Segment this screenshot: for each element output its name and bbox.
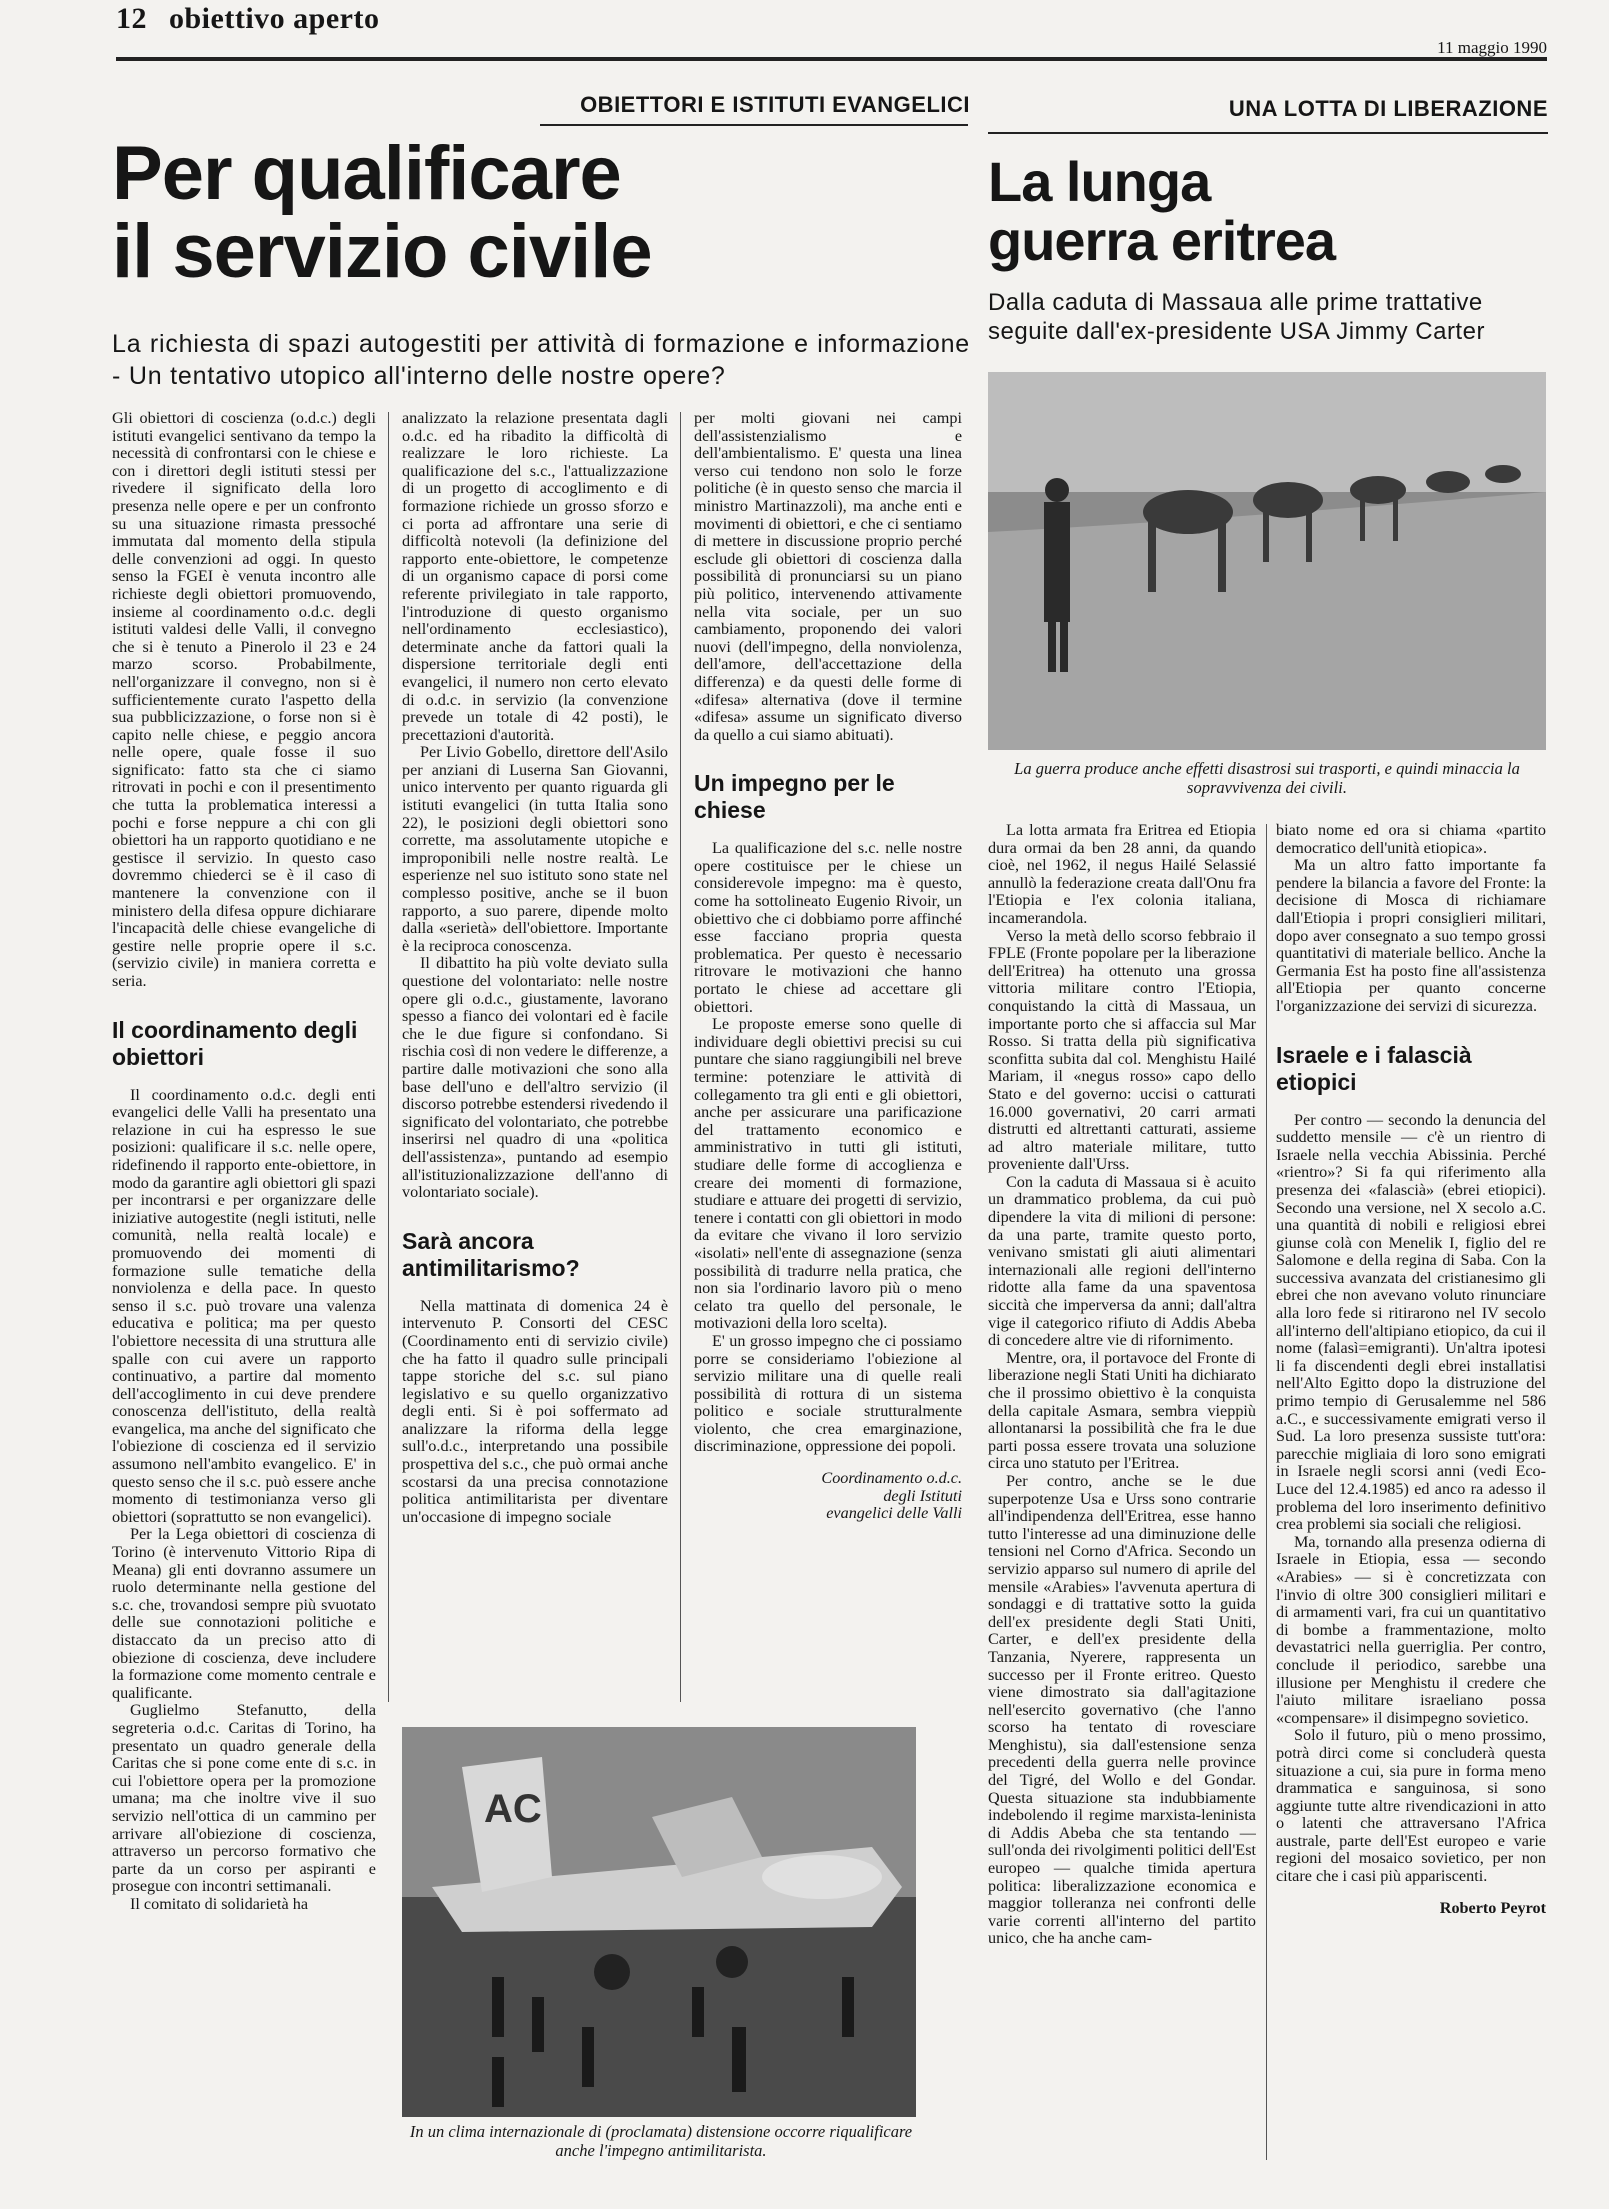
left-column-3 — [694, 410, 962, 1698]
left-headline — [112, 131, 652, 294]
right-column-1 — [988, 822, 1256, 2172]
right-kicker: UNA LOTTA DI LIBERAZIONE — [1228, 96, 1548, 121]
signature-line: degli Istituti — [883, 1486, 962, 1505]
aircraft-carrier-illustration — [402, 1727, 916, 2117]
left-deck: La richiesta di spazi autogestiti per attività di formazione e informazione - Un tentativo utopico all'interno delle nostre opere? — [112, 330, 970, 390]
right-column-2 — [1276, 822, 1546, 2172]
paragraph: Il coordinamento o.d.c. degli enti evangelici delle Valli ha presentato una relazione in cui ha espresso le sue posizioni: qualificare il s.c. nelle opere, ridefinendo il rapporto ente-obiettore, in modo da garantire agli obiettori gli spazi per incontrarsi e per organizzare delle iniziative autogestite (negli istituti, nelle comunità, nella realtà locale) e promuovendo dei momenti di formazione sulle tematiche della nonviolenza e della pace. In questo senso il s.c. può trovare una valenza educativa e politica; ma per questo l'obiettore necessita di una struttura alle spalle con cui avere un rapporto continuativo, a partire dal momento dell'accoglimento in cui deve prendere conoscenza dell'istituto, della realtà evangelica, ma anche del significato che l'obiezione di coscienza ed il servizio assumono nell'ambito evangelico. E' in questo senso che il s.c. può essere anche momento di testimonianza verso gli obiettori (soprattutto se non evangelici). — [112, 1085, 376, 1526]
paragraph: Il comitato di solidarietà ha — [130, 1894, 309, 1913]
paragraph: Per contro — secondo la denuncia del suddetto mensile — c'è un rientro di Israele nella vecchia Abissinia. Perché «rientro»? Si fa qui riferimento alla presenza dei «falascià» (ebrei etiopici). Secondo una versione, nel X secolo a.C. una quantità di nobili e religiosi ebrei giunse colà con Menelik I, figlio del re Salomone e della regina di Saba. Con la successiva avanzata del cristianesimo gli ebrei che non avevano voluto rinunciare alla loro fede si ritirarono nel IV secolo all'interno dell'altipiano etiopico, da cui il nome (falasì=emigranti). Un'altra ipotesi li fa discendenti degli ebrei installatisi nell'Alto Egitto dopo la distruzione del primo tempio di Gerusalemme nel 586 a.C., e successivamente emigrati verso il Sud. La loro presenza sussiste tutt'ora: parecchie migliaia di loro sono emigrati in Israele negli scorsi anni (vedi Eco-Luce del 12.4.1985) ed anco ra adesso il problema del loro inserimento definitivo crea problemi sia sociali che religiosi. — [1276, 1110, 1546, 1534]
page-header — [116, 2, 379, 36]
subheading: Sarà ancora antimilitarismo? — [402, 1227, 580, 1281]
right-photo-caption: La guerra produce anche effetti disastrosi sui trasporti, e quindi minaccia la sopravvivenza dei civili. — [1014, 759, 1520, 797]
right-kicker-rule — [988, 132, 1548, 134]
paragraph: Gli obiettori di coscienza (o.d.c.) degli istituti evangelici sentivano da tempo la necessità di confrontarsi con le chiese e con i direttori degli istituti stessi per rivedere il significato della loro presenza nelle opere e per un confronto su una situazione rimasta pressoché immutata dal momento della stipula delle convenzioni ad oggi. In questo senso la FGEI è venuta incontro alle richieste degli obiettori promuovendo, insieme al coordinamento o.d.c. degli istituti valdesi delle Valli, il convegno che si è tenuto a Pinerolo il 23 e 24 marzo scorso. Probabilmente, nell'organizzare il convegno, non si è sufficientemente curato l'aspetto della sua pubblicizzazione, o forse non si è capito nelle chiese, e peggio ancora nelle opere, quale fosse il suo significato: fatto sta che ci siamo ritrovati in pochi e con il presentimento che tutta la problematica interessi a pochi e forse neppure a chi con gli obiettori ha un rapporto quotidiano e ne gestisce il servizio. In questo caso dovremmo chiederci se è il caso di mantenere la convenzione con il ministero della difesa oppure dichiarare l'incapacità delle chiese evangeliche di gestire nelle proprie opere il s.c. (servizio civile) in maniera corretta e seria. — [112, 410, 376, 990]
paragraph: Per contro, anche se le due superpotenze Usa e Urss sono contrarie all'indipendenza dell'Eritrea, esse hanno tutto l'interesse ad una diminuzione delle tensioni nel Corno d'Africa. Secondo un servizio apparso sul numero di aprile del mensile «Arabies» l'avvenuta apertura di sondaggi e di trattative sotto la guida dell'ex presidente degli Stati Uniti, Carter, e dell'ex presidente della Tanzania, Nyerere, rappresenta un successo per il Fronte eritreo. Questo viene dimostrato sia dall'agitazione nell'esercito governativo (che l'anno scorso ha tentato di rovesciare Menghistu), sia dall'estensione senza precedenti della guerra nelle province del Tigré, del Wollo e del Gondar. Questa situazione sta indubbiamente indebolendo il regime marxista-leninista di Addis Abeba che sta tentando — sull'onda dei rivolgimenti politici dell'Est europeo — qualche timida apertura politica: liberalizzazione economica e maggior tolleranza nei confronti delle varie correnti all'interno del partito unico, che ha anche cam- — [988, 1471, 1256, 1948]
paragraph: Nella mattinata di domenica 24 è intervenuto P. Consorti del CESC (Coordinamento enti di servizio civile) che ha fatto il quadro sulle principali tappe storiche del s.c. sul piano legislativo e su quello organizzativo degli enti. Si è poi soffermato ad analizzare la riforma della legge sull'o.d.c., interpretando una possibile prospettiva del s.c., che può ormai anche scostarsi da una precisa connotazione politica antimilitarista per diventare un'occasione di impegno sociale — [402, 1296, 668, 1526]
subheading: Un impegno per le chiese — [694, 770, 895, 824]
paragraph: Il dibattito ha più volte deviato sulla questione del volontariato: nelle nostre opere gli o.d.c., giustamente, lavorano spesso a fianco dei volontari ed è facile che le due figure si confondano. Si rischia così di non vedere le differenze, a partire dalle motivazioni che sono alla base dell'uno e dell'altro servizio (il discorso potrebbe estendersi rivedendo il significato del volontariato, che potrebbe inserirsi nel quadro di una «politica dell'assistenza», puntando ad esempio all'istituzionalizzazione dell'anno di volontariato sociale). — [402, 954, 668, 1202]
left-headline-line2: il servizio civile — [112, 208, 652, 294]
left-kicker-rule — [540, 124, 968, 126]
paragraph: E' un grosso impegno che ci possiamo porre se consideriamo l'obiezione al servizio militare una di quelle reali possibilità di rottura di un sistema politico e sociale strutturalmente violento, che crea emarginazione, discriminazione, oppressione dei popoli. — [694, 1331, 962, 1456]
column-divider — [388, 412, 389, 1702]
right-headline — [988, 152, 1335, 271]
paragraph: Mentre, ora, il portavoce del Fronte di liberazione negli Stati Uniti ha dichiarato che il prossimo obiettivo è la conquista della capitale Asmara, sembra vieppiù allontanarsi la possibilità che fra le due parti possa essere trovata una soluzione circa uno statuto per l'Eritrea. — [988, 1348, 1256, 1473]
left-kicker: OBIETTORI E ISTITUTI EVANGELICI — [580, 92, 970, 117]
newspaper-section: obiettivo aperto — [169, 2, 380, 35]
subheading: Il coordinamento degli obiettori — [112, 1016, 358, 1070]
paragraph: La lotta armata fra Eritrea ed Etiopia dura ormai da ben 28 anni, da quando cioè, nel 1962, il negus Hailé Selassié annullò la federazione creata dall'Onu fra l'Etiopia e l'ex colonia italiana, incamerandola. — [988, 822, 1256, 927]
right-headline-line1: La lunga — [988, 150, 1211, 213]
paragraph: Ma, tornando alla presenza odierna di Israele in Etiopia, essa — secondo «Arabies» — si è concretizzata con l'invio di oltre 300 consiglieri militari e di armamenti vari, fra cui un quantitativo di bombe a frammentazione, molto devastatrici nella guerriglia. Per contro, conclude il periodico, sarebbe una illusione per Menghistu il credere che l'aiuto militare israeliano possa «compensare» il disimpegno sovietico. — [1276, 1532, 1546, 1727]
tail-marking: AC — [484, 1787, 542, 1831]
paragraph: Verso la metà dello scorso febbraio il FPLE (Fronte popolare per la liberazione dell'Eritrea) ha ottenuto una grossa vittoria militare contro l'Etiopia, conquistando la città di Massaua, un importante porto che si affaccia sul Mar Rosso. Si tratta della più significativa sconfitta subita dal col. Menghistu Hailé Mariam, il «negus rosso» capo dello Stato e del governo: uccisi o catturati 16.000 governativi, 20 carri armati distrutti ed altrettanti catturati, assieme ad altro materiale militare, tutto proveniente dall'Urss. — [988, 926, 1256, 1174]
right-deck: Dalla caduta di Massaua alle prime trattative seguite dall'ex-presidente USA Jimmy Carter — [988, 289, 1485, 346]
paragraph: per molti giovani nei campi dell'assistenzialismo e dell'ambientalismo. E' questa una linea verso cui tendono non solo le forze politiche (è in questo senso che marcia il ministro Martinazzoli), ma anche enti e movimenti di obiettori, e che ci sentiamo di mettere in discussione proprio perché esclude gli obiettori di coscienza dalla possibilità di pronunciarsi su un piano più politico, intervenendo attivamente nella vita sociale, per un suo cambiamento, proponendo dei valori nuovi (dell'impegno, della nonviolenza, dell'amore, dell'accettazione della differenza) e da questi delle forme di «difesa» alternativa (dove il termine «difesa» assume un significato diverso da quello a cui siamo abituati). — [694, 410, 962, 744]
paragraph: Ma un altro fatto importante fa pendere la bilancia a favore del Fronte: la decisione di Mosca di richiamare dall'Etiopia i propri consiglieri militari, dopo aver consegnato a suo tempo grossi quantitativi di materiale bellico. Anche la Germania Est ha posto fine all'assistenza all'Etiopia per quanto concerne l'organizzazione dei servizi di sicurezza. — [1276, 856, 1546, 1015]
signature-line: Coordinamento o.d.c. — [821, 1469, 962, 1488]
subheading: Israele e i falascià etiopici — [1276, 1041, 1472, 1095]
left-photo-caption: In un clima internazionale di (proclamata) distensione occorre riqualificare anche l'impegno antimilitarista. — [409, 2122, 913, 2160]
paragraph: Per Livio Gobello, direttore dell'Asilo per anziani di Luserna San Giovanni, unico intervento per quanto riguarda gli istituti evangelici (in tutta Italia sono 22), le posizioni degli obiettori sono corrette, ma assolutamente utopiche e improponibili nelle nostre realtà. Le esperienze nel suo istituto sono state nel complesso positive, anche se il buon rapporto, a suo parere, dipende molto dalla «serietà» dell'obiettore. Importante è la reciproca conoscenza. — [402, 743, 668, 955]
paragraph: Per la Lega obiettori di coscienza di Torino (è intervenuto Vittorio Ripa di Meana) gli enti dovranno assumere un ruolo determinante nella gestione del s.c. che, trovandosi sempre più svuotato delle sue connotazioni politiche e distaccato da un preciso atto di obiezione di coscienza, deve includere la formazione come momento centrale e qualificante. — [112, 1525, 376, 1702]
aircraft-carrier-photo — [402, 1727, 916, 2117]
paragraph: La qualificazione del s.c. nelle nostre opere costituisce per le chiese un considerevole impegno: ma è questo, come ha sottolineato Eugenio Rivoir, un obiettivo che ci dobbiamo porre affinché esse facciano propria questa problematica. Per questo è necessario ritrovare le motivazioni che hanno portato le chiese ad accettare gli obiettori. — [694, 839, 962, 1016]
left-headline-line1: Per qualificare — [112, 131, 621, 216]
issue-date: 11 maggio 1990 — [1437, 38, 1547, 57]
signature — [694, 1470, 962, 1523]
column-divider — [680, 412, 681, 1702]
right-headline-line2: guerra eritrea — [988, 209, 1336, 273]
paragraph: Solo il futuro, più o meno prossimo, potrà dirci come si concluderà questa situazione a cui, sia pure in forma meno drammatica e sanguinosa, si sono aggiunte tutte altre rivendicazioni in atto o latenti che attraversano l'Africa australe, parte dell'Est europeo e varie regioni del mosaico sovietico, per non citare che i casi più appariscenti. — [1276, 1726, 1546, 1886]
header-rule — [116, 57, 1547, 61]
paragraph: Le proposte emerse sono quelle di individuare degli obiettivi precisi su cui puntare che siano raggiungibili nel breve termine: potenziare le attività di collegamento tra gli enti e gli obiettori, anche per assicurare una parificazione del trattamento economico e amministrativo in tutti gli istituti, studiare delle forme di accoglienza e creare dei momenti di formazione, studiare e attuare dei progetti di servizio, tenere i contatti con gli obiettori in modo da evitare che vivano il loro servizio «isolati» nell'ente di assegnazione (senza possibilità di tradurre nella pratica, che non sia l'ordinario lavoro più o meno celato tra quello del personale, le motivazioni della loro scelta). — [694, 1015, 962, 1333]
left-column-1 — [112, 410, 376, 2160]
paragraph: Guglielmo Stefanutto, della segreteria o.d.c. Caritas di Torino, ha presentato un quadro generale della Caritas che si pone come ente di s.c. in cui l'obiettore opera per la promozione umana; ma che inoltre vive il suo servizio nell'ottica di un cammino per arrivare all'obiezione di coscienza, attraverso un percorso formativo che parte da un corso per aspiranti e prosegue con incontri settimanali. — [112, 1701, 376, 1896]
signature-line: evangelici delle Valli — [826, 1504, 962, 1523]
paragraph: Con la caduta di Massaua si è acuito un drammatico problema, da cui può dipendere la vita di milioni di persone: da una parte, tramite questo porto, venivano smistati gli aiuti alimentari internazionali alle regioni dell'interno ridotte alla fame da una spaventosa siccità che imperversa da anni; dall'altra vige il categorico rifiuto di Addis Abeba di concedere altre vie di rifornimento. — [988, 1172, 1256, 1350]
page-number: 12 — [116, 2, 147, 35]
column-divider — [1266, 824, 1267, 2160]
camel-caravan-illustration — [988, 372, 1546, 750]
paragraph: analizzato la relazione presentata dagli o.d.c. ed ha ribadito la difficoltà di realizzare le loro richieste. La qualificazione del s.c., l'attualizzazione di un progetto di accoglimento e di formazione richiede un grosso sforzo e ci porta ad affrontare una serie di difficoltà notevoli (la definizione del rapporto ente-obiettore, le competenze di un organismo capace di porsi come referente privilegiato in tale rapporto, l'introduzione di questo organismo nell'ordinamento ecclesiastico), determinate anche da fattori quali la dispersione territoriale degli enti evangelici, il numero non certo elevato di o.d.c. in servizio (la convenzione prevede un totale di 42 posti), le precettazioni d'autorità. — [402, 410, 668, 744]
paragraph: biato nome ed ora si chiama «partito democratico dell'unità etiopica». — [1276, 822, 1546, 857]
left-column-2 — [402, 410, 668, 1695]
camel-caravan-photo — [988, 372, 1546, 750]
author-byline: Roberto Peyrot — [1439, 1898, 1546, 1917]
